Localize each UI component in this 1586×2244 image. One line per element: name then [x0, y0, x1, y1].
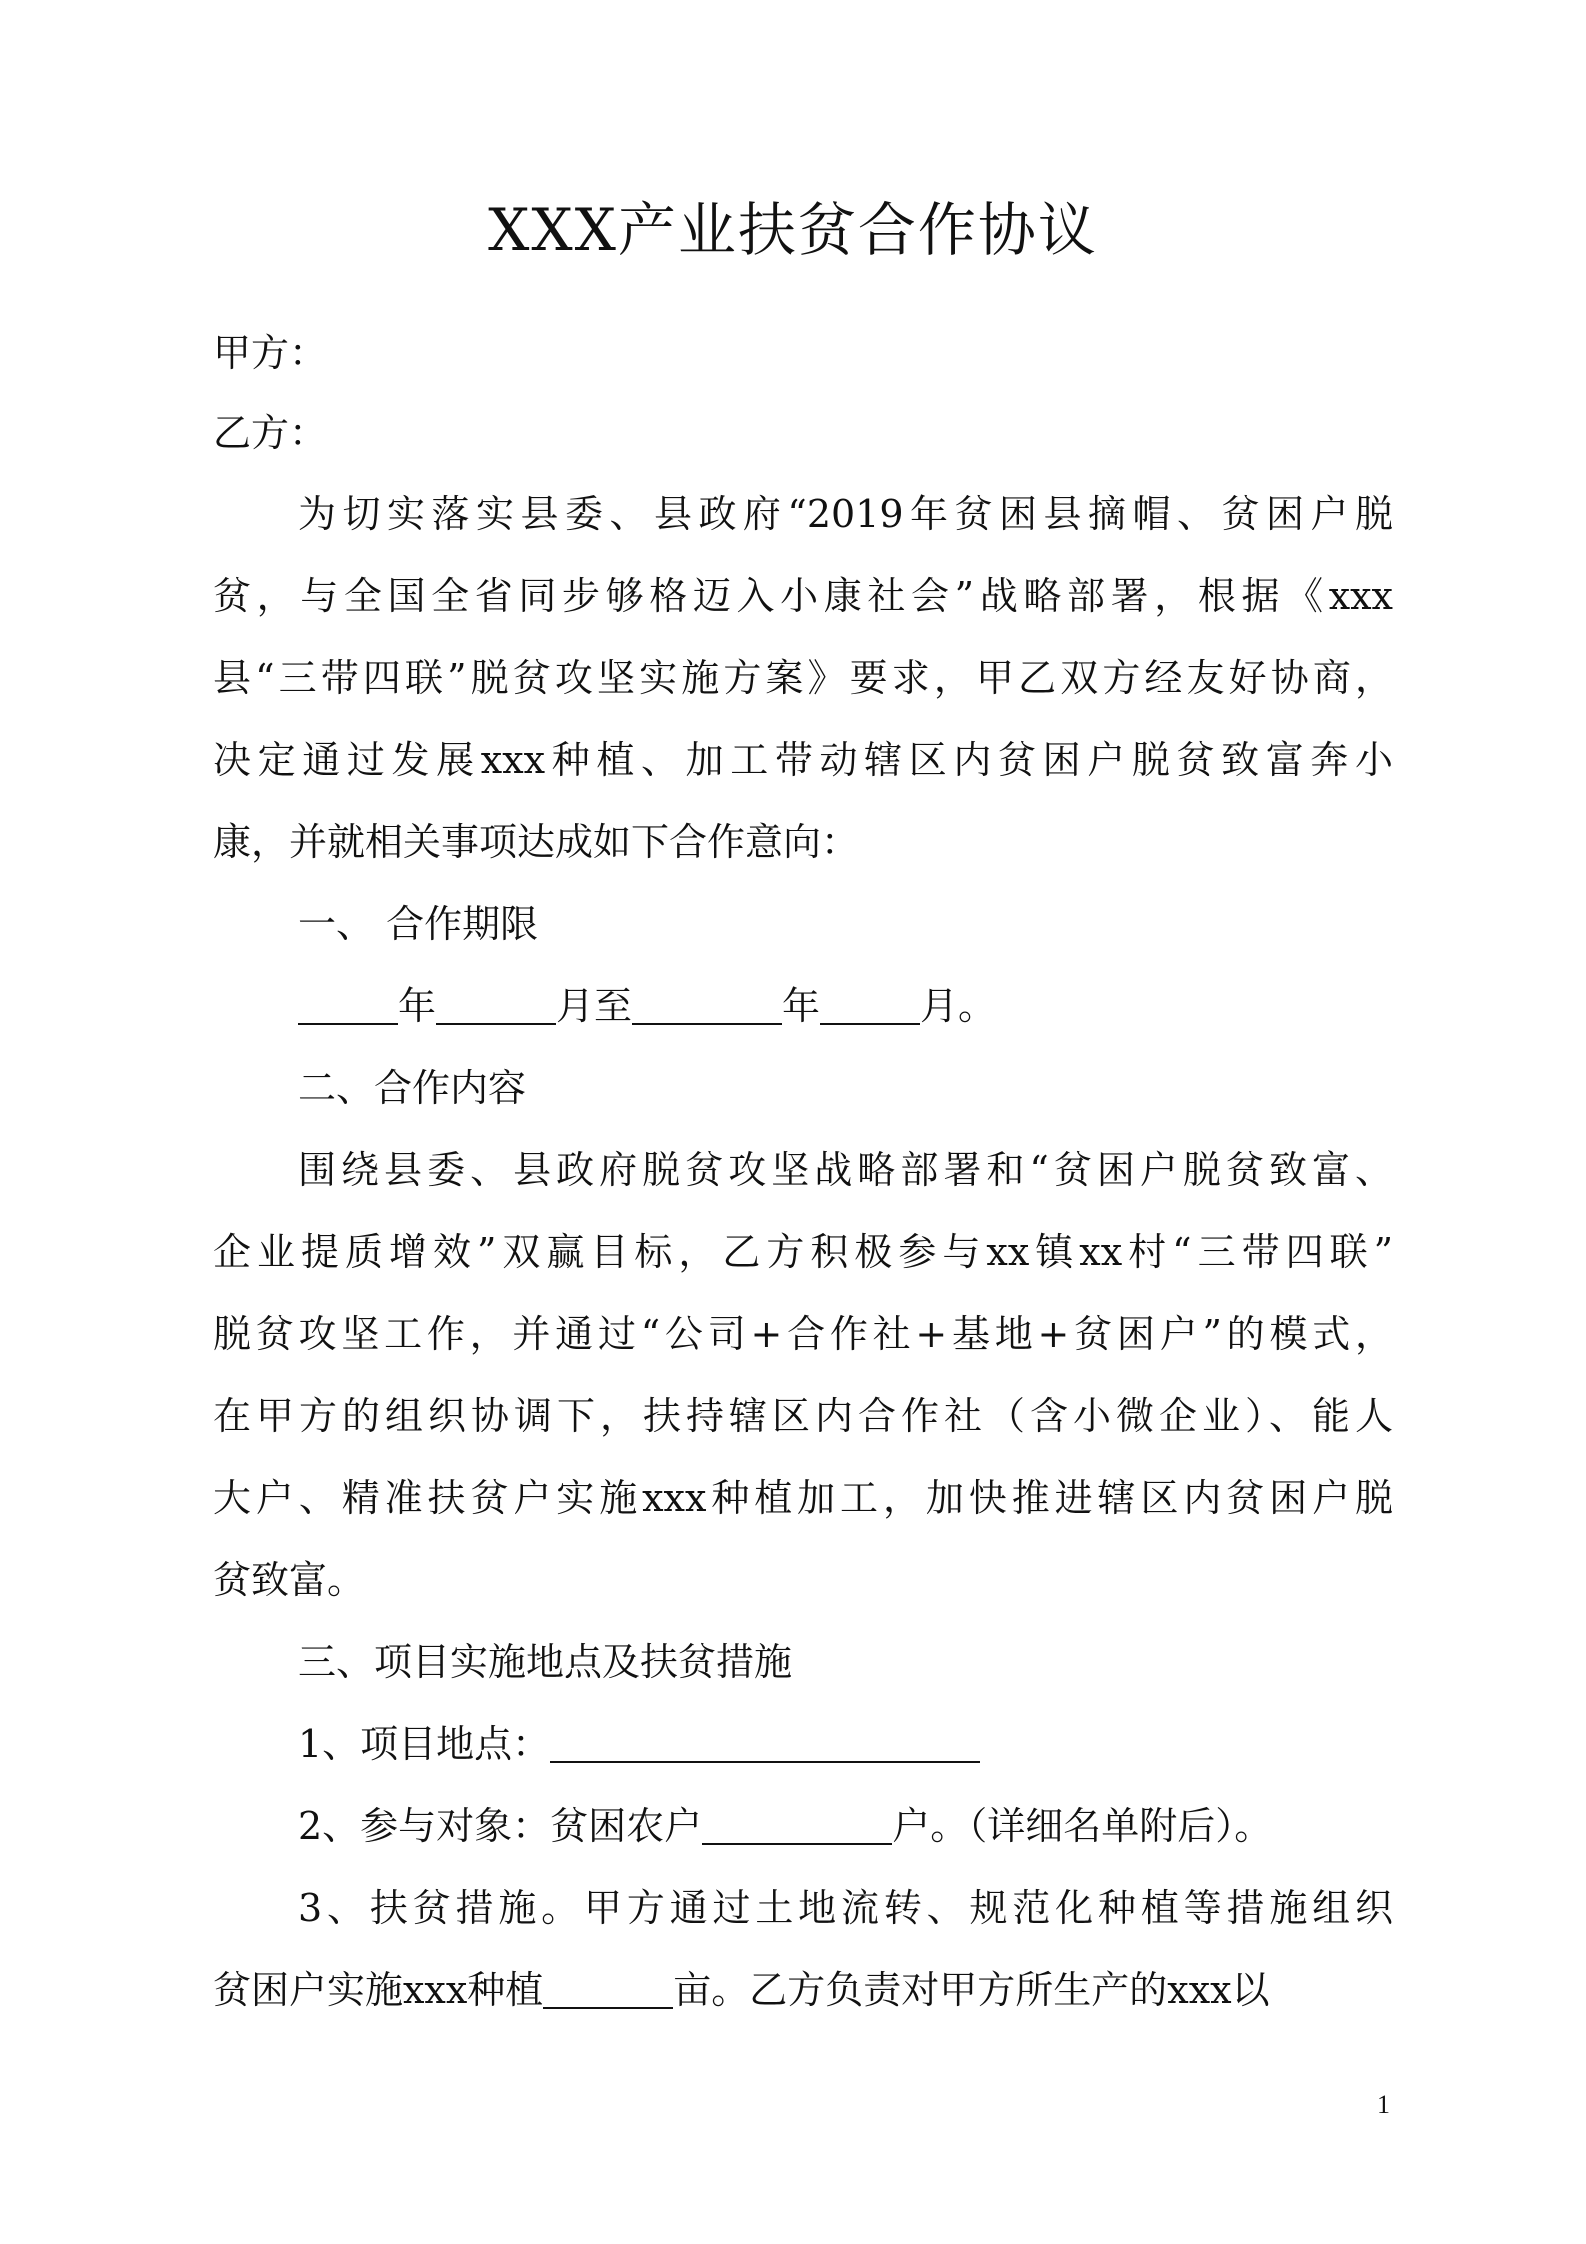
- intro-line-5: 康，并就相关事项达成如下合作意向：: [213, 820, 860, 864]
- section-2-line-2: 企业提质增效”双赢目标，乙方积极参与xx镇xx村“三带四联”: [213, 1230, 1393, 1274]
- measures-line-2-suffix: 亩。乙方负责对甲方所生产的xxx以: [673, 1968, 1270, 2012]
- measures-line-2: [213, 1962, 1270, 2018]
- measures-line-2-prefix: 贫困户实施xxx种植: [213, 1968, 544, 2012]
- month-to-label: 月至: [556, 984, 633, 1028]
- year-blank-1[interactable]: [298, 983, 398, 1025]
- intro-line-1: 为切实落实县委、县政府“2019年贫困县摘帽、贫困户脱: [298, 492, 1393, 536]
- project-location-blank[interactable]: [550, 1721, 980, 1763]
- year-blank-2[interactable]: [632, 983, 782, 1025]
- year-label-1: 年: [398, 984, 437, 1028]
- party-a-label: 甲方：: [213, 331, 328, 375]
- project-location-label: 1、项目地点：: [298, 1722, 551, 1766]
- section-2-line-4: 在甲方的组织协调下，扶持辖区内合作社（含小微企业）、能人: [213, 1394, 1393, 1438]
- measures-line-1: 3、扶贫措施。甲方通过土地流转、规范化种植等措施组织: [298, 1886, 1393, 1930]
- period-blanks-line: [298, 978, 996, 1034]
- section-2-line-1: 围绕县委、县政府脱贫攻坚战略部署和“贫困户脱贫致富、: [298, 1148, 1393, 1192]
- section-2-line-3: 脱贫攻坚工作，并通过“公司+合作社+基地+贫困户”的模式，: [213, 1312, 1393, 1356]
- month-end-label: 月。: [920, 984, 997, 1028]
- document-title: XXX产业扶贫合作协议: [488, 196, 1098, 264]
- month-blank-2[interactable]: [820, 983, 920, 1025]
- intro-line-2: 贫，与全国全省同步够格迈入小康社会”战略部署，根据《xxx: [213, 574, 1393, 618]
- page-number: 1: [1377, 2090, 1390, 2119]
- participants-label: 2、参与对象：贫困农户: [298, 1804, 703, 1848]
- section-1-heading: 一、 合作期限: [298, 902, 539, 946]
- section-2-line-6: 贫致富。: [213, 1558, 366, 1602]
- participants-line: [298, 1798, 1272, 1854]
- project-location-line: [298, 1716, 980, 1772]
- section-2-heading: 二、合作内容: [298, 1066, 527, 1110]
- intro-line-4: 决定通过发展xxx种植、加工带动辖区内贫困户脱贫致富奔小: [213, 738, 1393, 782]
- intro-line-3: 县“三带四联”脱贫攻坚实施方案》要求，甲乙双方经友好协商，: [213, 656, 1393, 700]
- acreage-blank[interactable]: [543, 1967, 673, 2009]
- section-3-heading: 三、项目实施地点及扶贫措施: [298, 1640, 793, 1684]
- party-b-label: 乙方：: [213, 411, 328, 455]
- section-2-line-5: 大户、精准扶贫户实施xxx种植加工，加快推进辖区内贫困户脱: [213, 1476, 1393, 1520]
- participants-suffix: 户。（详细名单附后）。: [892, 1804, 1273, 1848]
- year-label-2: 年: [782, 984, 821, 1028]
- month-blank-1[interactable]: [436, 983, 556, 1025]
- households-blank[interactable]: [702, 1803, 892, 1845]
